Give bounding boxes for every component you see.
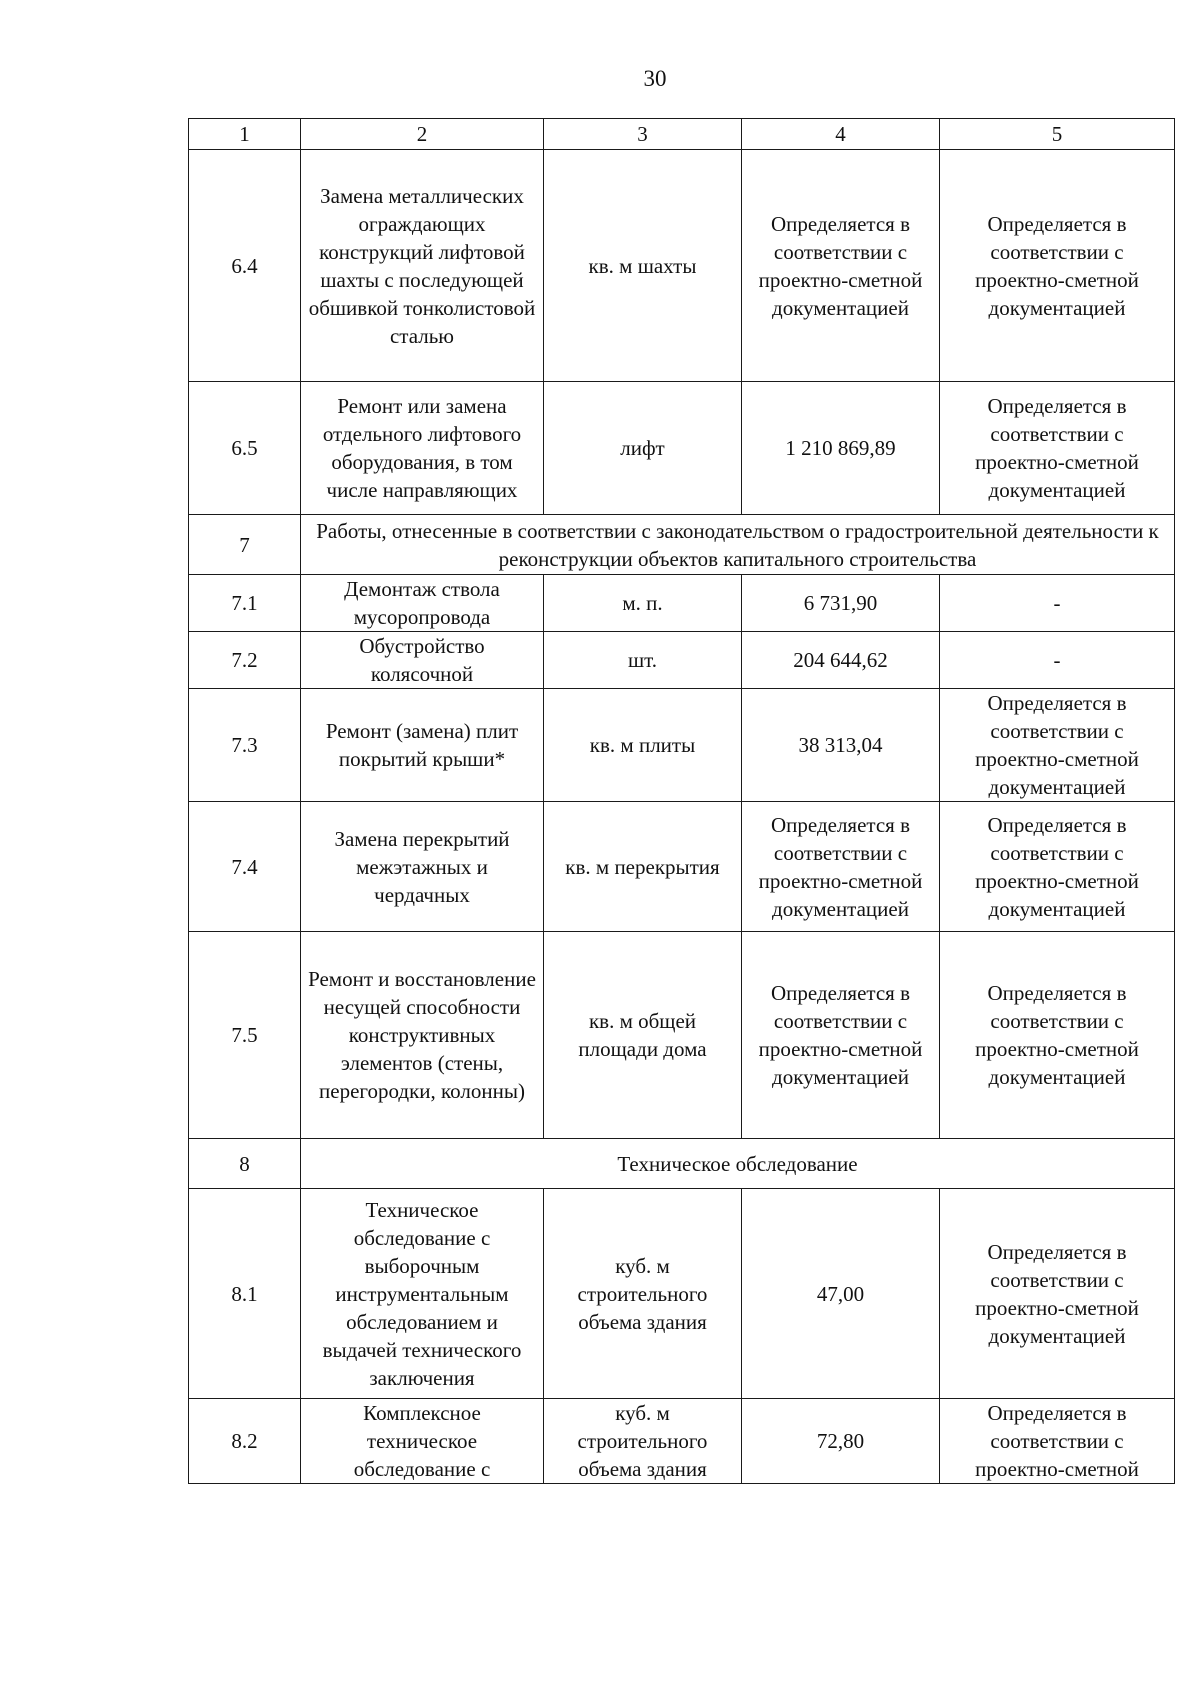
- unit-cost: 47,00: [742, 1189, 940, 1399]
- unit-cost: Определяется в соответствии с проектно-сметной документацией: [742, 932, 940, 1139]
- works-table: [188, 118, 1175, 1484]
- unit-of-measure: кв. м перекрытия: [544, 802, 742, 932]
- section-row: [189, 1139, 1175, 1189]
- unit-of-measure: куб. м строительного объема здания: [544, 1189, 742, 1399]
- unit-cost: 38 313,04: [742, 689, 940, 802]
- table-row: [189, 802, 1175, 932]
- unit-of-measure: лифт: [544, 382, 742, 515]
- table-row: [189, 1399, 1175, 1484]
- unit-cost: 1 210 869,89: [742, 382, 940, 515]
- section-row: [189, 515, 1175, 575]
- item-number: 7.4: [189, 802, 301, 932]
- item-number: 7.3: [189, 689, 301, 802]
- column-header-1: 1: [189, 119, 301, 150]
- cost-note: Определяется в соответствии с проектно-сметной документацией: [940, 689, 1175, 802]
- work-name: Обустройство колясочной: [301, 632, 544, 689]
- unit-of-measure: кв. м плиты: [544, 689, 742, 802]
- work-name: Ремонт или замена отдельного лифтового оборудования, в том числе направляющих: [301, 382, 544, 515]
- unit-cost: Определяется в соответствии с проектно-сметной документацией: [742, 802, 940, 932]
- table-row: [189, 382, 1175, 515]
- unit-of-measure: шт.: [544, 632, 742, 689]
- item-number: 8.2: [189, 1399, 301, 1484]
- unit-cost: 6 731,90: [742, 575, 940, 632]
- unit-of-measure: м. п.: [544, 575, 742, 632]
- page-number: 30: [643, 66, 667, 91]
- work-name: Ремонт (замена) плит покрытий крыши*: [301, 689, 544, 802]
- work-name: Замена перекрытий межэтажных и чердачных: [301, 802, 544, 932]
- column-header-5: 5: [940, 119, 1175, 150]
- section-number: 8: [189, 1139, 301, 1189]
- item-number: 6.4: [189, 150, 301, 382]
- table-row: [189, 932, 1175, 1139]
- table-header-row: [189, 119, 1175, 150]
- work-name: Комплексное техническое обследование с: [301, 1399, 544, 1484]
- cost-note: Определяется в соответствии с проектно-сметной документацией: [940, 802, 1175, 932]
- unit-cost: Определяется в соответствии с проектно-сметной документацией: [742, 150, 940, 382]
- unit-of-measure: кв. м шахты: [544, 150, 742, 382]
- work-name: Демонтаж ствола мусоропровода: [301, 575, 544, 632]
- section-title: Работы, отнесенные в соответствии с законодательством о градостроительной деятельности к реконструкции объектов капитального строительства: [301, 515, 1175, 575]
- section-title: Техническое обследование: [301, 1139, 1175, 1189]
- column-header-4: 4: [742, 119, 940, 150]
- table-row: [189, 150, 1175, 382]
- cost-note: Определяется в соответствии с проектно-сметной документацией: [940, 1189, 1175, 1399]
- item-number: 6.5: [189, 382, 301, 515]
- item-number: 7.2: [189, 632, 301, 689]
- unit-cost: 72,80: [742, 1399, 940, 1484]
- column-header-3: 3: [544, 119, 742, 150]
- cost-note: Определяется в соответствии с проектно-сметной документацией: [940, 932, 1175, 1139]
- cost-note: -: [940, 575, 1175, 632]
- item-number: 7.1: [189, 575, 301, 632]
- cost-note: Определяется в соответствии с проектно-сметной: [940, 1399, 1175, 1484]
- table-row: [189, 632, 1175, 689]
- column-header-2: 2: [301, 119, 544, 150]
- work-name: Техническое обследование с выборочным инструментальным обследованием и выдачей технического заключения: [301, 1189, 544, 1399]
- section-number: 7: [189, 515, 301, 575]
- work-name: Ремонт и восстановление несущей способности конструктивных элементов (стены, перегородки, колонны): [301, 932, 544, 1139]
- cost-note: Определяется в соответствии с проектно-сметной документацией: [940, 150, 1175, 382]
- table-row: [189, 689, 1175, 802]
- item-number: 7.5: [189, 932, 301, 1139]
- work-name: Замена металлических ограждающих конструкций лифтовой шахты с последующей обшивкой тонколистовой сталью: [301, 150, 544, 382]
- item-number: 8.1: [189, 1189, 301, 1399]
- table-row: [189, 575, 1175, 632]
- unit-of-measure: кв. м общей площади дома: [544, 932, 742, 1139]
- table-row: [189, 1189, 1175, 1399]
- unit-of-measure: куб. м строительного объема здания: [544, 1399, 742, 1484]
- unit-cost: 204 644,62: [742, 632, 940, 689]
- cost-note: Определяется в соответствии с проектно-сметной документацией: [940, 382, 1175, 515]
- cost-note: -: [940, 632, 1175, 689]
